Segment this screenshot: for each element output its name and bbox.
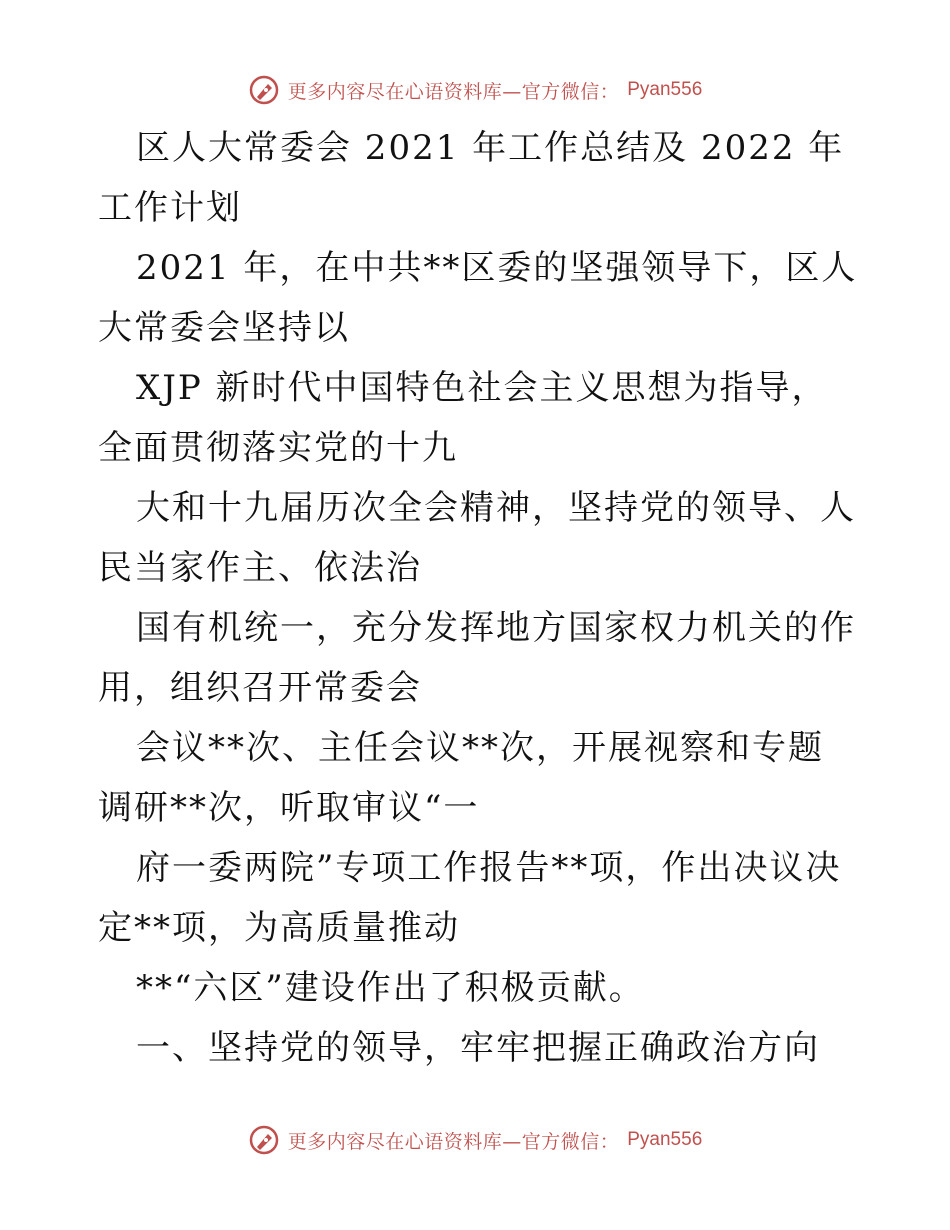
paragraph: 2021 年，在中共**区委的坚强领导下，区人大常委会坚持以 — [98, 248, 858, 348]
paragraph: 府一委两院”专项工作报告**项，作出决议决定**项，为高质量推动 — [98, 848, 842, 948]
watermark-text: 更多内容尽在心语资料库—官方微信： — [287, 80, 620, 103]
paragraph: 国有机统一，充分发挥地方国家权力机关的作用，组织召开常委会 — [98, 608, 856, 708]
watermark-footer — [0, 1120, 950, 1160]
paragraph: 大和十九届历次全会精神，坚持党的领导、人民当家作主、依法治 — [98, 488, 856, 588]
watermark-wechat-id: Pyan556 — [627, 79, 703, 100]
watermark-wechat-id: Pyan556 — [627, 1129, 703, 1150]
watermark-header — [0, 70, 950, 110]
watermark-text: 更多内容尽在心语资料库—官方微信： — [287, 1130, 620, 1153]
paragraph: XJP 新时代中国特色社会主义思想为指导，全面贯彻落实党的十九 — [98, 368, 828, 468]
document-body — [98, 118, 858, 1078]
document-title: 区人大常委会 2021 年工作总结及 2022 年工作计划 — [98, 128, 845, 228]
pen-nib-circle-icon — [248, 1124, 280, 1156]
section-heading: 一、坚持党的领导，牢牢把握正确政治方向 — [136, 1028, 820, 1068]
pen-nib-circle-icon — [248, 74, 280, 106]
paragraph: 会议**次、主任会议**次，开展视察和专题调研**次，听取审议“一 — [98, 728, 824, 828]
paragraph: **“六区”建设作出了积极贡献。 — [136, 968, 645, 1008]
